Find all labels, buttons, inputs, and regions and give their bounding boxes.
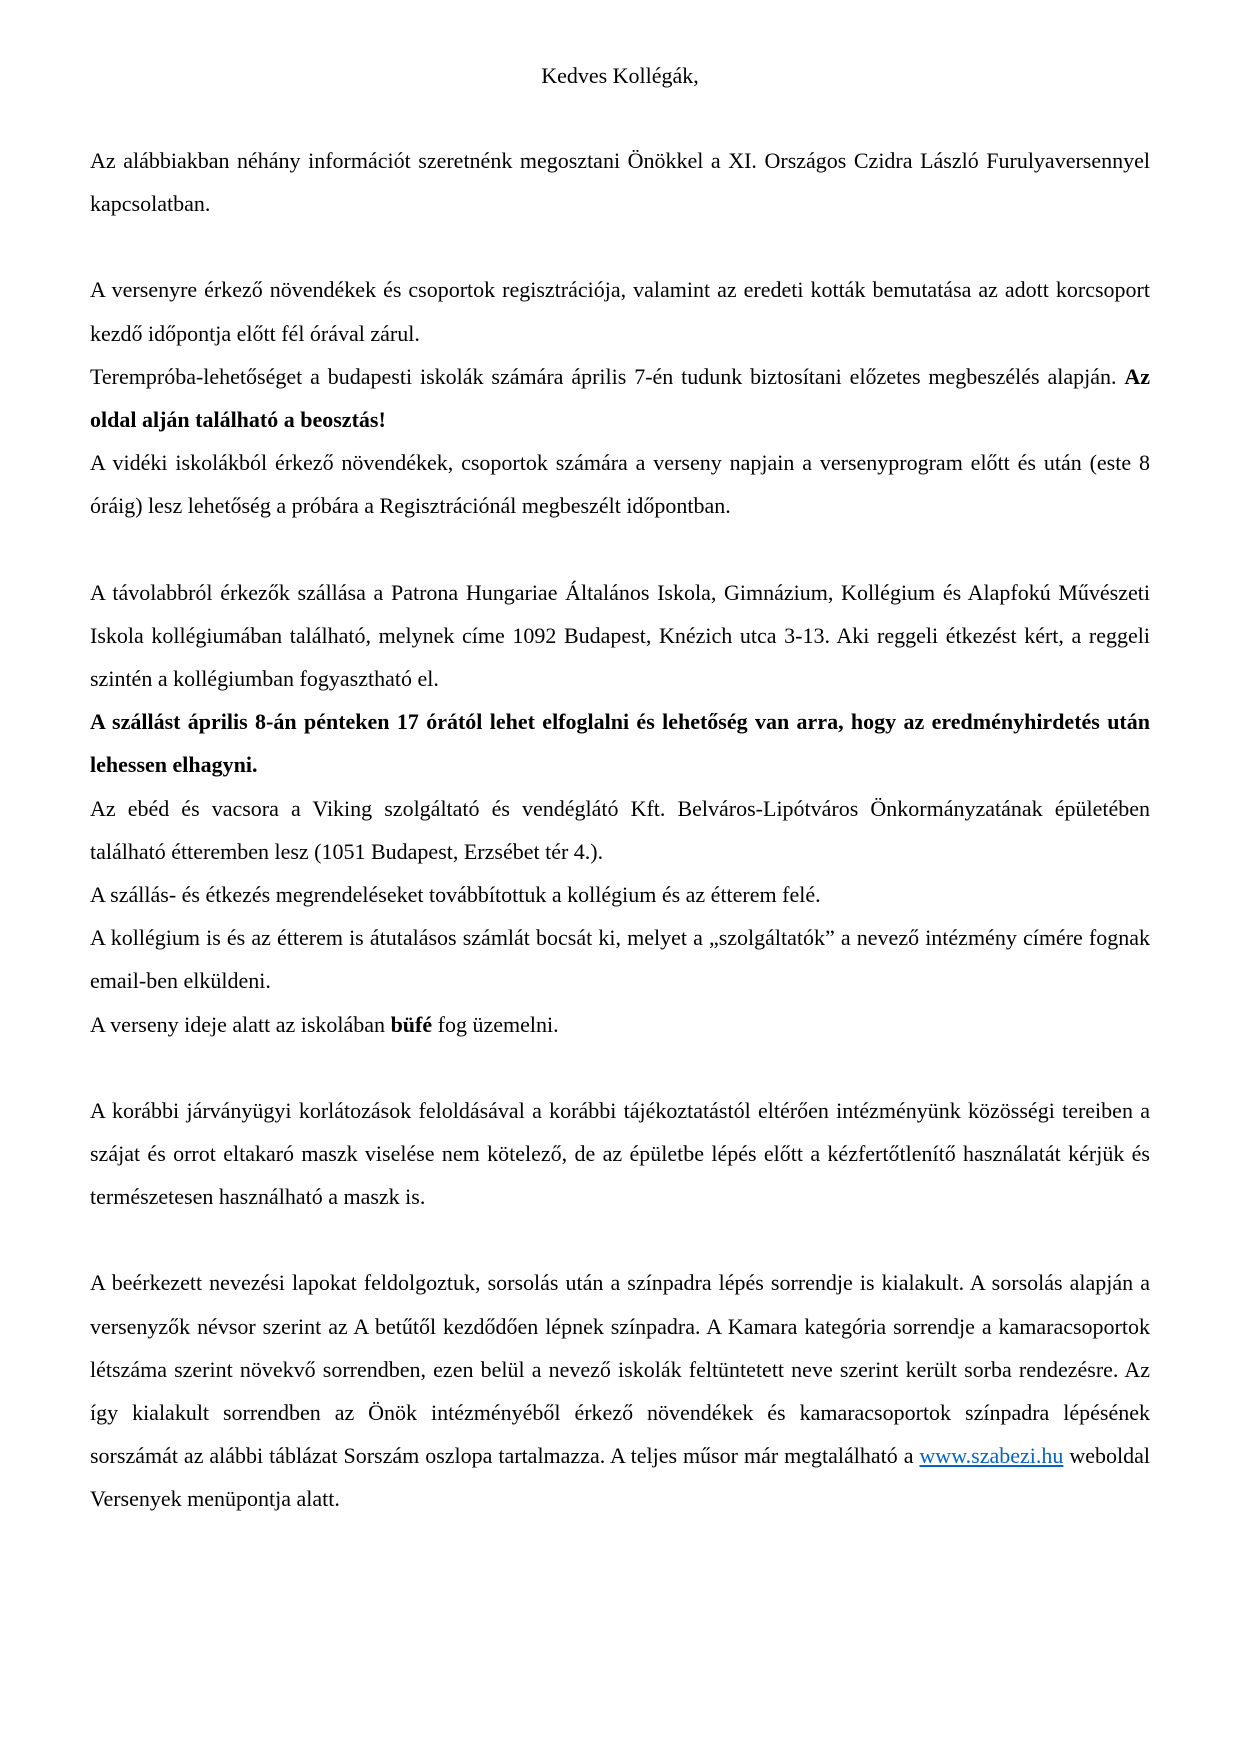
covid-paragraph: A korábbi járványügyi korlátozások feloldásával a korábbi tájékoztatástól eltérően intézményünk közösségi tereiben a szájat és orrot eltakaró maszk viselése nem kötelező, de az épületbe lépés előtt a kézfertőtlenítő használatát kérjük és természetesen használható a maszk is. [90,1097,1150,1210]
intro-paragraph: Az alábbiakban néhány információt szeretnénk megosztani Önökkel a XI. Országos Czidra László Furulyaversennyel kapcsolatban. [90,148,1150,217]
buffet-text-after: fog üzemelni. [432,1011,559,1037]
checkin-notice: A szállást április 8-án pénteken 17 órától lehet elfoglalni és lehetőség van arra, hogy az eredményhirdetés után lehessen elhagyni. [90,709,1150,778]
rural-schools-paragraph: A vidéki iskolákból érkező növendékek, csoportok számára a verseny napjain a versenyprogram előtt és után (este 8 óráig) lesz lehetőség a próbára a Regisztrációnál megbeszélt időpontban. [90,450,1150,519]
rehearsal-bold-notice: Az oldal alján található a beosztás! [90,363,1150,433]
website-link[interactable]: www.szabezi.hu [919,1443,1064,1469]
buffet-paragraph [90,1003,1150,1046]
salutation: Kedves Kollégák, [541,63,699,88]
orders-paragraph: A szállás- és étkezés megrendeléseket továbbítottuk a kollégium és az étterem felé. [90,882,821,908]
buffet-bold: büfé [390,1011,433,1037]
draw-text-after: weboldal Versenyek menüpontja alatt. [90,1443,1150,1512]
letter-body [90,54,1150,1521]
draw-paragraph [90,1261,1150,1520]
rehearsal-paragraph [90,355,1150,441]
buffet-text-before: A verseny ideje alatt az iskolában [90,1011,391,1037]
rehearsal-text: Terempróba-lehetőséget a budapesti iskolák számára április 7-én tudunk biztosítani előzetes megbeszélés alapján. [90,363,1125,389]
registration-paragraph: A versenyre érkező növendékek és csoportok regisztrációja, valamint az eredeti kották bemutatása az adott korcsoport kezdő időpontja előtt fél órával zárul. [90,277,1150,346]
invoice-paragraph: A kollégium is és az étterem is átutalásos számlát bocsát ki, melyet a „szolgáltatók” a nevező intézmény címére fognak email-ben elküldeni. [90,925,1150,994]
accommodation-paragraph: A távolabbról érkezők szállása a Patrona Hungariae Általános Iskola, Gimnázium, Kollégium és Alapfokú Művészeti Iskola kollégiumában található, melynek címe 1092 Budapest, Knézich utca 3-13. Aki reggeli étkezést kért, a reggeli szintén a kollégiumban fogyasztható el. [90,579,1150,692]
draw-text-before: A beérkezett nevezési lapokat feldolgoztuk, sorsolás után a színpadra lépés sorrendje is kialakult. A sorsolás alapján a versenyzők névsor szerint az A betűtől kezdődően lépnek színpadra. A Kamara kategória sorrendje a kamaracsoportok létszáma szerint növekvő sorrendben, ezen belül a nevező iskolák feltüntetett neve szerint került sorba rendezésre. Az így kialakult sorrendben az Önök intézményéből érkező növendékek és kamaracsoportok színpadra lépésének sorszámát az alábbi táblázat Sorszám oszlopa tartalmazza. A teljes műsor már megtalálható a [90,1270,1150,1469]
meals-paragraph: Az ebéd és vacsora a Viking szolgáltató és vendéglátó Kft. Belváros-Lipótváros Önkormányzatának épületében található étteremben lesz (1051 Budapest, Erzsébet tér 4.). [90,795,1150,864]
